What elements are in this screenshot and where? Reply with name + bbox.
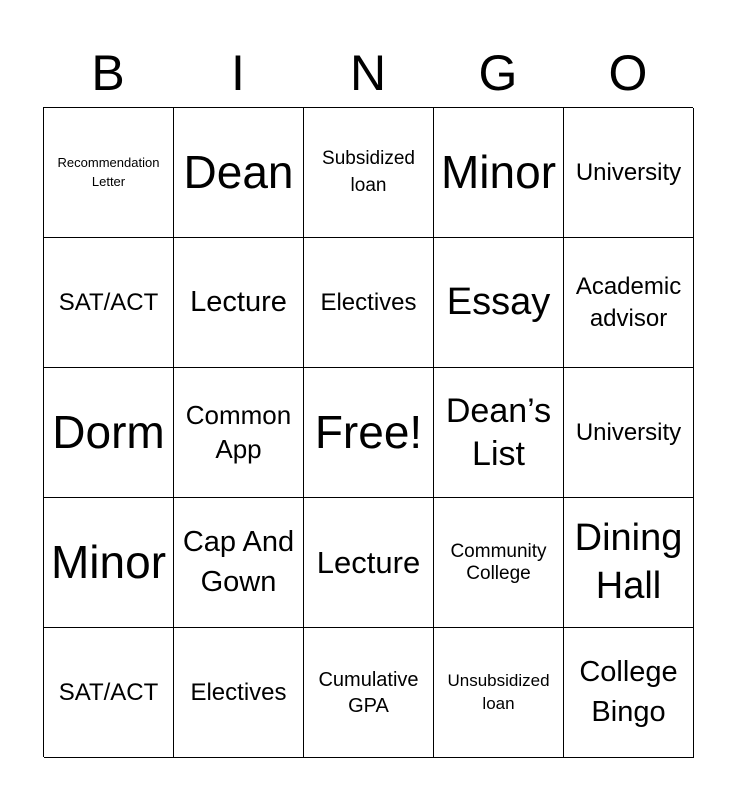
bingo-cell <box>174 498 304 628</box>
cell-text: Cumulative GPA <box>318 668 419 717</box>
cell-text: Dean <box>183 146 294 199</box>
cell-text: College Bingo <box>579 656 678 728</box>
bingo-cell <box>564 108 694 238</box>
header-letter-n: N <box>349 45 387 101</box>
bingo-cell <box>434 368 564 498</box>
header-letter-i: I <box>231 45 245 101</box>
cell-text: Electives <box>320 288 417 316</box>
bingo-cell <box>174 628 304 758</box>
bingo-cell <box>304 498 434 628</box>
cell-text: SAT/ACT <box>58 678 159 706</box>
header-letter-b: B <box>91 45 125 101</box>
cell-text: Recommendation Letter <box>57 155 160 189</box>
bingo-cell <box>304 368 434 498</box>
bingo-cell <box>44 238 174 368</box>
bingo-cell <box>564 498 694 628</box>
cell-text: Academic advisor <box>575 273 682 332</box>
bingo-cell <box>434 238 564 368</box>
cell-text: SAT/ACT <box>58 288 159 316</box>
bingo-cell <box>304 238 434 368</box>
cell-text: Minor <box>50 536 167 589</box>
bingo-cell <box>174 238 304 368</box>
cell-text: University <box>575 158 682 186</box>
cell-text: Lecture <box>190 285 287 318</box>
bingo-cell <box>174 368 304 498</box>
bingo-cell <box>44 628 174 758</box>
cell-text: Minor <box>440 146 557 199</box>
bingo-cell <box>44 368 174 498</box>
cell-text: Cap And Gown <box>182 526 295 598</box>
bingo-cell <box>564 368 694 498</box>
cell-text: Community College <box>450 540 547 584</box>
bingo-cell <box>434 628 564 758</box>
cell-text: Common App <box>185 399 292 464</box>
cell-text: Dining Hall <box>574 517 683 607</box>
header-letter-o: O <box>608 45 648 101</box>
cell-text: Subsidized loan <box>322 147 415 196</box>
cell-text: Electives <box>190 678 287 706</box>
header-letter-g: G <box>478 45 518 101</box>
bingo-cell <box>174 108 304 238</box>
bingo-cell <box>304 628 434 758</box>
bingo-board <box>43 107 693 757</box>
bingo-cell <box>434 108 564 238</box>
bingo-cell <box>564 628 694 758</box>
cell-text: Free! <box>314 406 423 459</box>
cell-text: Lecture <box>316 544 421 580</box>
bingo-cell <box>304 108 434 238</box>
bingo-cell <box>44 108 174 238</box>
bingo-header <box>43 40 693 106</box>
cell-text: Dorm <box>52 406 165 459</box>
bingo-cell <box>434 498 564 628</box>
cell-text: Essay <box>446 280 551 323</box>
cell-text: Dean’s List <box>445 392 552 473</box>
bingo-cell <box>564 238 694 368</box>
bingo-cell <box>44 498 174 628</box>
cell-text: Unsubsidized loan <box>447 671 550 713</box>
cell-text: University <box>575 418 682 446</box>
